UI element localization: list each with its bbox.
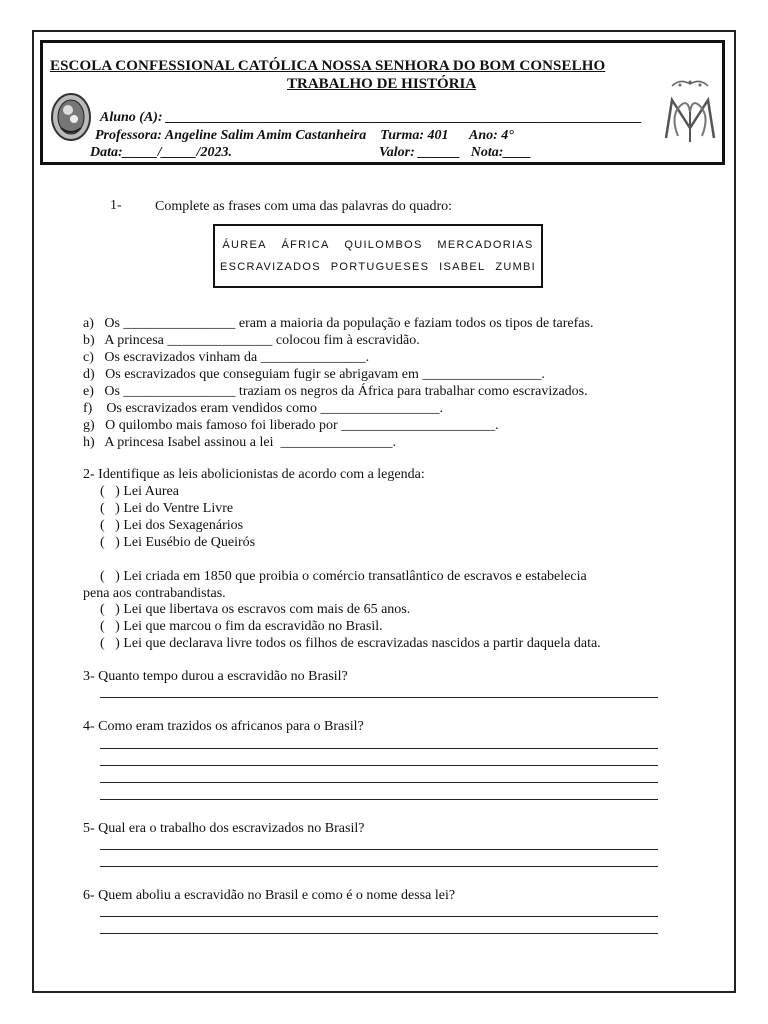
word-item: ESCRAVIZADOS	[219, 261, 321, 273]
q6-answer-line[interactable]	[100, 916, 658, 917]
school-name: ESCOLA CONFESSIONAL CATÓLICA NOSSA SENHORA DO BOM CONSELHO	[50, 58, 606, 74]
q1-prompt: Complete as frases com uma das palavras do quadro:	[155, 199, 453, 214]
date-grade-line[interactable]: Data:_____/_____/2023. Valor: ______ Nota:____	[90, 145, 532, 160]
q5-prompt: 5- Qual era o trabalho dos escravizados no Brasil?	[83, 821, 365, 836]
q2-prompt: 2- Identifique as leis abolicionistas de acordo com a legenda:	[83, 467, 425, 482]
q2-legend-item[interactable]: ( ) Lei do Ventre Livre	[100, 501, 234, 516]
teacher-class-line: Professora: Angeline Salim Amim Castanheira Turma: 401 Ano: 4°	[95, 128, 514, 143]
student-name-field[interactable]: Aluno (A): ____________________________________________________________________	[100, 110, 643, 125]
word-item: ISABEL	[439, 261, 486, 273]
word-item: QUILOMBOS	[344, 239, 423, 251]
q4-answer-line[interactable]	[100, 782, 658, 783]
word-item: ÁUREA	[222, 239, 267, 251]
q3-answer-line[interactable]	[100, 697, 658, 698]
q6-prompt: 6- Quem aboliu a escravidão no Brasil e como é o nome dessa lei?	[83, 888, 456, 903]
q1-item-d[interactable]: d) Os escravizados que conseguiam fugir se abrigavam em _________________.	[83, 367, 545, 382]
q1-item-h[interactable]: h) A princesa Isabel assinou a lei ________________.	[83, 435, 397, 450]
word-box	[213, 224, 543, 288]
q1-item-g[interactable]: g) O quilombo mais famoso foi liberado por ______________________.	[83, 418, 499, 433]
q1-item-a[interactable]: a) Os ________________ eram a maioria da população e faziam todos os tipos de tarefas.	[83, 316, 594, 331]
q1-item-f[interactable]: f) Os escravizados eram vendidos como _________________.	[83, 401, 444, 416]
q2-description-1-cont: pena aos contrabandistas.	[83, 586, 226, 601]
word-item: ZUMBI	[495, 261, 537, 273]
q1-number: 1-	[110, 198, 122, 213]
word-item: MERCADORIAS	[437, 239, 534, 251]
q1-item-c[interactable]: c) Os escravizados vinham da _______________.	[83, 350, 370, 365]
q4-answer-line[interactable]	[100, 748, 658, 749]
q2-legend-item[interactable]: ( ) Lei Aurea	[100, 484, 179, 499]
word-item: PORTUGUESES	[330, 261, 430, 273]
q5-answer-line[interactable]	[100, 866, 658, 867]
school-crest-icon	[50, 92, 92, 142]
q5-answer-line[interactable]	[100, 849, 658, 850]
q2-description-2[interactable]: ( ) Lei que libertava os escravos com mais de 65 anos.	[100, 602, 411, 617]
marian-monogram-icon	[660, 76, 720, 146]
q3-prompt: 3- Quanto tempo durou a escravidão no Brasil?	[83, 669, 348, 684]
q4-answer-line[interactable]	[100, 799, 658, 800]
document-title: TRABALHO DE HISTÓRIA	[287, 76, 477, 92]
q4-answer-line[interactable]	[100, 765, 658, 766]
q2-legend-item[interactable]: ( ) Lei Eusébio de Queirós	[100, 535, 256, 550]
q1-item-e[interactable]: e) Os ________________ traziam os negros da África para trabalhar como escravizados.	[83, 384, 588, 399]
q2-description-3[interactable]: ( ) Lei que marcou o fim da escravidão no Brasil.	[100, 619, 383, 634]
q4-prompt: 4- Como eram trazidos os africanos para o Brasil?	[83, 719, 364, 734]
q2-description-4[interactable]: ( ) Lei que declarava livre todos os filhos de escravizadas nascidos a partir daquela data.	[100, 636, 601, 651]
q2-legend-item[interactable]: ( ) Lei dos Sexagenários	[100, 518, 244, 533]
q1-item-b[interactable]: b) A princesa _______________ colocou fim à escravidão.	[83, 333, 420, 348]
word-item: ÁFRICA	[281, 239, 330, 251]
q2-description-1[interactable]: ( ) Lei criada em 1850 que proibia o comércio transatlântico de escravos e estabelecia	[100, 569, 587, 584]
q6-answer-line[interactable]	[100, 933, 658, 934]
